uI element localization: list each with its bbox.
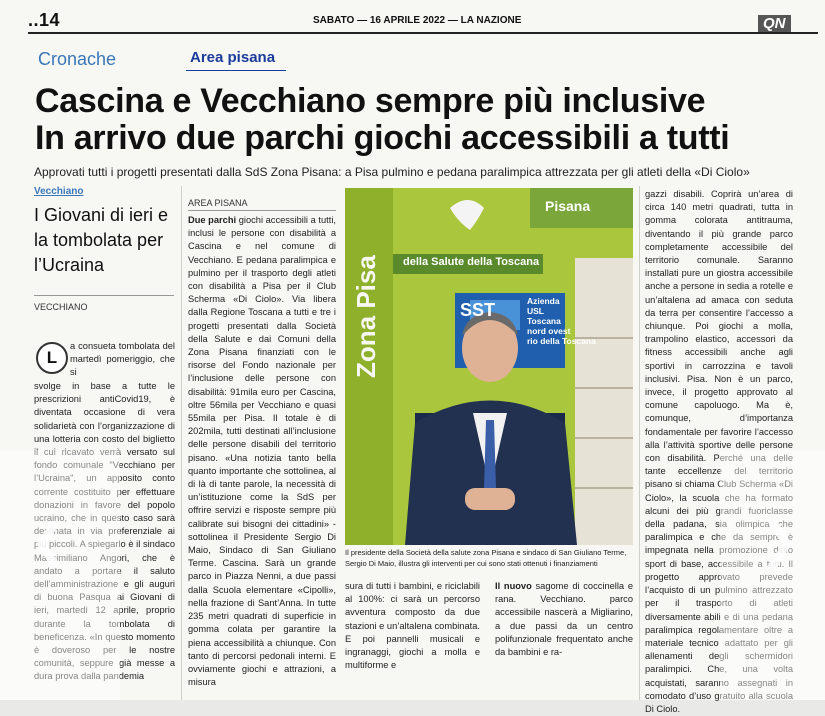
section-label: Cronache: [38, 49, 117, 69]
top-rule: [28, 32, 818, 34]
article-col1-text: giochi accessibili a tutti, inclusi le persone con disabilità a Cascina e nel comune di Vecchiano. E pedana paralimpica e pulmino per il trasporto degli atleti con disabilità a Pisa per il Club Scherma «Di Ciolo». Via libera dalla Regione Toscana a tutti e tre i progetti presentati dalla Società della Salute e dai Comuni della Zona Pisana finanziati con le risorse del Fondo nazionale per l’inclusione delle persone con disabilità: 91mila euro per Cascina, oltre 56mila per Vecchiano e quasi 55mila per Pisa. Il totale è di 202mila, tutti destinati all’inclusione delle persone disabili del territorio pisano. «Una notizia tanto bella quanto importante che sottolinea, al di là di tante parole, la necessità di un’istituzione come la SdS per offrire servizi e risposte sempre più calibrate sui bisogni dei cittadini» - sottolinea il Presidente Sergio Di Maio, Sindaco di San Giuliano Terme. Cascina. Sarà un grande parco in Piazza Nenni, a due passi dalla Scuola elementare «Cipolli», nella frazione di Sant’Anna. In tutte 235 metri quadrati di superficie in gomma colata per garantire la piena accessibilità a chiunque. Con tanto di percorsi pedonali interni. E ovviamente giochi e attrazioni, a misura: [188, 215, 336, 688]
subheadline: Approvati tutti i progetti presentati dalla SdS Zona Pisana: a Pisa pulmino e pedana paralimpica attrezzata per gli atleti della «Di Ciolo»: [34, 165, 750, 179]
headline-line1: Cascina e Vecchiano sempre più inclusive: [35, 82, 706, 120]
area-tag: Area pisana: [190, 49, 276, 66]
carousel-overlay-left: [0, 450, 120, 700]
photo-sign-line5: rio della Toscana: [527, 336, 596, 346]
prev-button[interactable]: [30, 513, 69, 567]
photo-banner-strip: della Salute della Toscana: [403, 256, 540, 268]
photo: [345, 188, 633, 545]
sidebar-dropcap: L: [36, 342, 68, 374]
photo-banner-left: Zona Pisa: [351, 255, 381, 378]
next-button[interactable]: [760, 513, 799, 567]
article-col3-bottom: [495, 580, 633, 700]
photo-banner-right: Pisanа: [545, 198, 591, 214]
photo-badge: SST: [460, 300, 496, 320]
photo-sign-line3: Toscana: [527, 316, 561, 326]
carousel-overlay-right: [720, 450, 825, 700]
article-lead: Due parchi: [188, 215, 237, 225]
sidebar-body-top: a consueta tombolata del martedì pomeriggio, che si: [70, 341, 175, 378]
article-location-rule: [188, 210, 336, 211]
sidebar-rule: [34, 295, 174, 296]
sidebar-kicker: Vecchiano: [34, 186, 84, 197]
sidebar-body: svolge in base a tutte le prescrizioni antiCovid19, è diventata occasione di vera solidarietà con l’organizzazione di una lotteria con costo del biglietto il cui ricavato verrà versato sul fondo comunale "Vecchiano per l’Ucraina", un apposito conto corrente costituito per effettuare donazioni in favore del popolo ucraino, che in questo caso sarà destinata in via preferenziale ai più piccoli. A spiegarlo è il sindaco Massimiliano Angori, che è andato a portare il saluto dell’amministrazione e gli auguri di buona Pasqua ai Giovani di ieri, martedì 12 aprile, proprio durante la tombolata di beneficenza. «In questo momento è doveroso per le nostre comunità, seppure già messe a dura prova dalla pandemia: [34, 381, 175, 682]
dateline: SABATO — 16 APRILE 2022 — LA NAZIONE: [313, 15, 522, 26]
column-divider: [181, 186, 182, 700]
sidebar-location: VECCHIANO: [34, 302, 88, 312]
photo-sign-line1: Azienda: [527, 296, 560, 306]
column-divider-right: [639, 186, 640, 700]
article-col2-bottom: sura di tutti i bambini, e riciclabili al 100%: ci sarà un percorso avventura composto da due stazioni e un’altalena combinata. E poi pannelli musicali e ingranaggi, giochi a molla e multiforme e: [345, 581, 480, 671]
photo-illustration: [345, 188, 633, 545]
article-col1: [188, 214, 336, 700]
page-number: ..14: [28, 10, 61, 30]
photo-sign-line4: nord ovest: [527, 326, 571, 336]
headline-line2: In arrivo due parchi giochi accessibili a tutti: [35, 119, 730, 157]
area-tag-underline: [186, 70, 286, 71]
chevron-left-icon: ❮: [30, 514, 69, 566]
photo-sign: [527, 296, 596, 346]
article-location: AREA PISANA: [188, 198, 248, 208]
photo-sign-line2: USL: [527, 306, 544, 316]
article-col4: gazzi disabili. Coprirà un’area di circa 140 metri quadrati, tutta in gomma colorata antitrauma, diventando il più grande parco completamente accessibile del territorio comunale. Saranno installati pure un giostra accessibile anche a persone in sedia a rotelle e un’altalena ad amaca con seduta da terra per consentire l’accesso a chiunque. Poi giochi a molla, trampolino elastico, accessori da fitness accessibili anche agli sportivi in carrozzina e tavoli inclusivi. Pisa. Non è un parco, invece, il progetto approvato al comune capoluogo. Ma è, comunque, d’importanza fondamentale per favorire l’accesso alla l’attività sportive delle persone con disabilità. Perché una delle tante eccellenze del territorio pisano si chiama Club Scherma «Di Ciolo», la scuola che ha formato alcuni dei più grandi fuoriclasse della padana, sia olimpica che paralimpica e che da sempre è impegnata nella promozione dello sport di base, accessibile a tutti. Il progetto approvato prevede l’acquisto di un pulmino attrezzato per il trasporto di atleti diversamente abili e di una pedana paralimpica regolamentare oltre a materiale tecnico adattato per gli allenamenti degli schermidori paralimpici. Che, una volta acquistati, saranno assegnati in comodato d’uso gratuito alla scuola Di Ciolo.: [645, 189, 793, 714]
photo-caption: Il presidente della Società della salute zona Pisana e sindaco di San Giuliano Terme, Sergio Di Maio, illustra gli interventi per cui sono stati ottenuti i finanziamenti: [345, 548, 627, 568]
sidebar-title: I Giovani di ieri e la tombolata per l’Ucraina: [34, 205, 169, 275]
newspaper-logo: QN: [758, 15, 791, 32]
article-col3-text: sagome di coccinella e rana. Vecchiano. parco accessibile nascerà a Migliarino, a due passi da un centro polifunzionale frequentato anche da bambini e ra-: [495, 581, 633, 658]
chevron-right-icon: ❯: [760, 514, 799, 566]
article-col3-lead: Il nuovo: [495, 581, 532, 591]
